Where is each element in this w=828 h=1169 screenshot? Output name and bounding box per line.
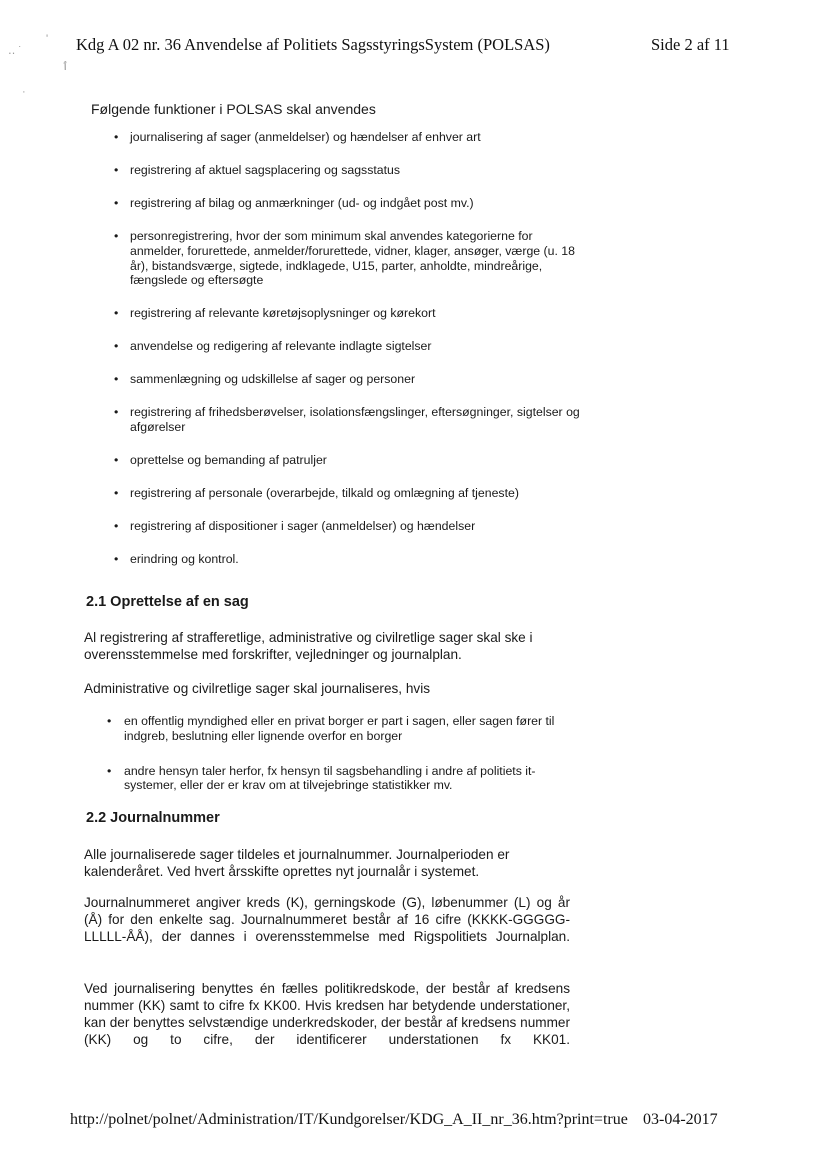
function-item: • erindring og kontrol. <box>114 552 584 567</box>
function-item: • registrering af dispositioner i sager (anmeldelser) og hændelser <box>114 519 584 534</box>
section-paragraph: Alle journaliserede sager tildeles et journalnummer. Journalperioden er kalenderåret. Ved hvert årsskifte oprettes nyt journalår i systemet. <box>84 847 510 879</box>
scan-mark: ٲ <box>62 61 69 73</box>
section-paragraph: Administrative og civilretlige sager skal journaliseres, hvis <box>84 681 431 696</box>
section-heading-2-1: 2.1 Oprettelse af en sag <box>86 594 249 610</box>
function-item: • oprettelse og bemanding af patruljer <box>114 453 584 468</box>
section-paragraph: Journalnummeret angiver kreds (K), gerningskode (G), løbenummer (L) og år (Å) for den enkelte sag. Journalnummeret består af 16 cifre (KKKK-GGGGG-LLLLL-ÅÅ), der dannes i overensstemmelse med Rigspolitiets Journalplan. <box>84 895 570 944</box>
condition-list <box>107 714 573 813</box>
intro-text: Følgende funktioner i POLSAS skal anvendes <box>91 101 376 117</box>
page-number: Side 2 af 11 <box>651 35 730 54</box>
scan-mark: ' <box>46 33 49 45</box>
function-list <box>114 130 584 585</box>
header-title: Kdg A 02 nr. 36 Anvendelse af Politiets SagsstyringsSystem (POLSAS) <box>76 35 550 54</box>
section-paragraph: Ved journalisering benyttes én fælles politikredskode, der består af kredsens nummer (KK) samt to cifre fx KK00. Hvis kredsen har betydende understationer, kan der benyttes selvstændige underkredskoder, der består af kredsens nummer (KK) og to cifre, der identificerer understationen fx KK01. <box>84 981 570 1047</box>
function-item: • registrering af relevante køretøjsoplysninger og kørekort <box>114 306 584 321</box>
function-item: • journalisering af sager (anmeldelser) og hændelser af enhver art <box>114 130 584 145</box>
footer-url: http://polnet/polnet/Administration/IT/Kundgorelser/KDG_A_II_nr_36.htm?print=true <box>70 1111 628 1128</box>
function-item: • personregistrering, hvor der som minimum skal anvendes kategorierne for anmelder, forurettede, anmelder/forurettede, vidner, klager, ansøger, værge (u. 18 år), bistandsværge, sigtede, indklagede, U15, parter, anholdte, mindreårige, fængslede og eftersøgte <box>114 229 584 288</box>
condition-item: • andre hensyn taler herfor, fx hensyn til sagsbehandling i andre af politiets it-systemer, eller der er krav om at tilvejebringe statistikker mv. <box>107 764 573 794</box>
function-item: • registrering af aktuel sagsplacering og sagsstatus <box>114 163 584 178</box>
condition-item: • en offentlig myndighed eller en privat borger er part i sagen, eller sagen fører til indgreb, beslutning eller lignende overfor en borger <box>107 714 573 744</box>
scan-mark: ‥ ˙ <box>8 45 23 57</box>
function-item: • registrering af frihedsberøvelser, isolationsfængslinger, eftersøgninger, sigtelser og afgørelser <box>114 405 584 435</box>
function-item: • anvendelse og redigering af relevante indlagte sigtelser <box>114 339 584 354</box>
function-item: • registrering af personale (overarbejde, tilkald og omlægning af tjeneste) <box>114 486 584 501</box>
scan-mark: · <box>22 86 26 98</box>
function-item: • sammenlægning og udskillelse af sager og personer <box>114 372 584 387</box>
function-item: • registrering af bilag og anmærkninger (ud- og indgået post mv.) <box>114 196 584 211</box>
section-paragraph: Al registrering af strafferetlige, administrative og civilretlige sager skal ske i overensstemmelse med forskrifter, vejledninger og journalplan. <box>84 630 533 662</box>
footer-date: 03-04-2017 <box>643 1111 718 1128</box>
section-heading-2-2: 2.2 Journalnummer <box>86 810 220 826</box>
